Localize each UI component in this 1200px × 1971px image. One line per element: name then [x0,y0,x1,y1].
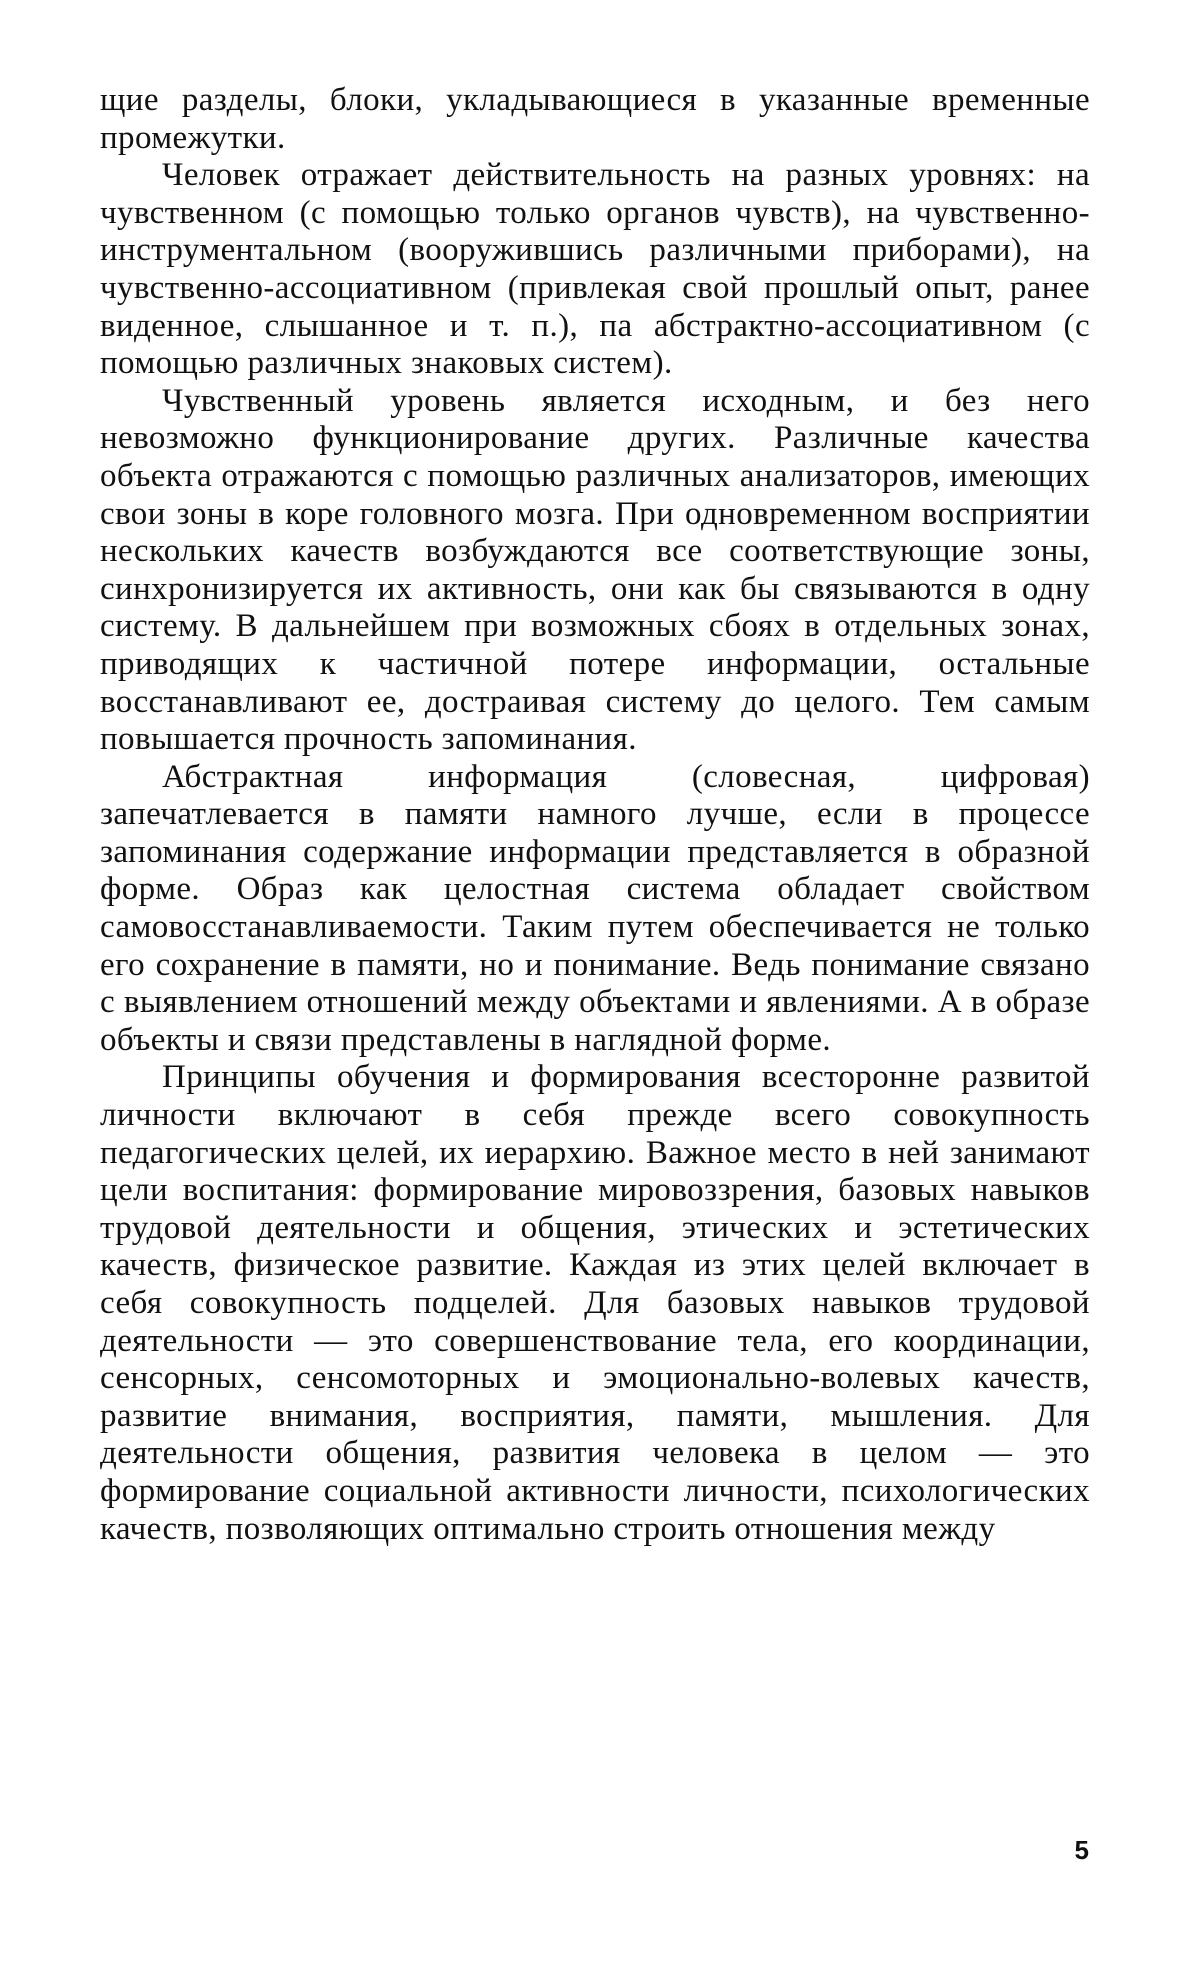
page-body [100,82,1090,1548]
paragraph-learning-principles: Принципы обучения и формирования всесторонне развитой личности включают в себя прежде всего совокупность педагогических целей, их иерархию. Важное место в ней занимают цели воспитания: формирование мировоззрения, базовых навыков трудовой деятельности и общения, этических и эстетических качеств, физическое развитие. Каждая из этих целей включает в себя совокупность подцелей. Для базовых навыков трудовой деятельности — это совершенствование тела, его координации, сенсорных, сенсомоторных и эмоционально-волевых качеств, развитие внимания, восприятия, памяти, мышления. Для деятельности общения, развития человека в целом — это формирование социальной активности личности, психологических качеств, позволяющих оптимально строить отношения между [100,1059,1090,1547]
paragraph-sensory-level: Чувственный уровень является исходным, и без него невозможно функционирование других. Различные качества объекта отражаются с помощью различных анализаторов, имеющих свои зоны в коре головного мозга. При одновременном восприятии нескольких качеств возбуждаются все соответствующие зоны, синхронизируется их активность, они как бы связываются в одну систему. В дальнейшем при возможных сбоях в отдельных зонах, приводящих к частичной потере информации, остальные восстанавливают ее, достраивая систему до целого. Тем самым повышается прочность запоминания. [100,382,1090,758]
paragraph-abstract-information: Абстрактная информация (словесная, цифровая) запечатлевается в памяти намного лучше, если в процессе запоминания содержание информации представляется в образной форме. Образ как целостная система обладает свойством самовосстанавливаемости. Таким путем обеспечивается не только его сохранение в памяти, но и понимание. Ведь понимание связано с выявлением отношений между объектами и явлениями. А в образе объекты и связи представлены в наглядной форме. [100,758,1090,1058]
page-number: 5 [1074,1835,1089,1865]
paragraph-levels-of-reflection: Человек отражает действительность на разных уровнях: на чувственном (с помощью только органов чувств), на чувственно-инструментальном (вооружившись различными приборами), на чувственно-ассоциативном (привлекая свой прошлый опыт, ранее виденное, слышанное и т. п.), па абстрактно-ассоциативном (с помощью различных знаковых систем). [100,157,1090,382]
paragraph-continuation: щие разделы, блоки, укладывающиеся в указанные временные промежутки. [100,82,1090,156]
